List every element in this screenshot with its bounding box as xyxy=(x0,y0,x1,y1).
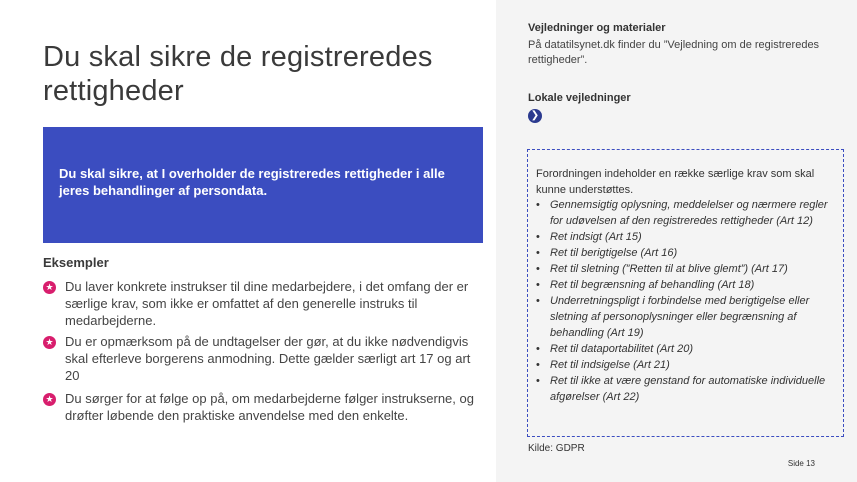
chevron-right-icon[interactable]: ❯ xyxy=(528,109,542,123)
example-text: Du sørger for at følge op på, om medarbejderne følger instrukserne, og drøfter løbende den praktiske anvendelse med den enkelte. xyxy=(65,391,474,423)
guidance-text[interactable]: På datatilsynet.dk finder du ”Vejledning om de registreredes rettigheder”. xyxy=(528,39,820,66)
regulation-list xyxy=(536,197,836,405)
example-text: Du laver konkrete instrukser til dine medarbejdere, i det omfang der er særlige krav, som ikke er omfattet af den generelle instruks til medarbejderne. xyxy=(65,279,469,328)
list-item: • Ret til dataportabilitet (Art 20) xyxy=(536,341,836,357)
list-item: • Ret indsigt (Art 15) xyxy=(536,229,836,245)
source-label: Kilde: GDPR xyxy=(528,443,585,454)
page-number: Side 13 xyxy=(787,459,815,468)
regulation-box xyxy=(527,149,844,437)
star-icon: ★ xyxy=(43,393,56,406)
page-title: Du skal sikre de registreredes rettigheder xyxy=(43,41,433,107)
guidance-heading: Vejledninger og materialer xyxy=(528,22,666,34)
star-icon: ★ xyxy=(43,281,56,294)
list-item: • Ret til berigtigelse (Art 16) xyxy=(536,245,836,261)
intro-box-text: Du skal sikre, at I overholder de registreredes rettigheder i alle jeres behandlinger af persondata. xyxy=(59,166,445,198)
intro-box xyxy=(43,127,483,243)
examples-heading: Eksempler xyxy=(43,255,109,270)
regulation-intro: Forordningen indeholder en række særlige krav som skal kunne understøttes. xyxy=(536,168,815,196)
list-item: • Ret til indsigelse (Art 21) xyxy=(536,357,836,373)
example-text: Du er opmærksom på de undtagelser der gør, at du ikke nødvendigvis skal efterleve borgerens anmodning. Dette gælder særligt art 17 og art 20 xyxy=(65,334,471,383)
list-item: • Gennemsigtig oplysning, meddelelser og nærmere regler for udøvelsen af den registreredes rettigheder (Art 12) xyxy=(536,197,836,229)
list-item: • Underretningspligt i forbindelse med berigtigelse eller sletning af personoplysninger eller begrænsning af behandling (Art 19) xyxy=(536,293,836,341)
list-item: • Ret til begrænsning af behandling (Art 18) xyxy=(536,277,836,293)
list-item: • Ret til ikke at være genstand for automatiske individuelle afgørelser (Art 22) xyxy=(536,373,836,405)
list-item: • Ret til sletning (”Retten til at blive glemt”) (Art 17) xyxy=(536,261,836,277)
star-icon: ★ xyxy=(43,336,56,349)
local-guidance-heading: Lokale vejledninger xyxy=(528,92,631,104)
